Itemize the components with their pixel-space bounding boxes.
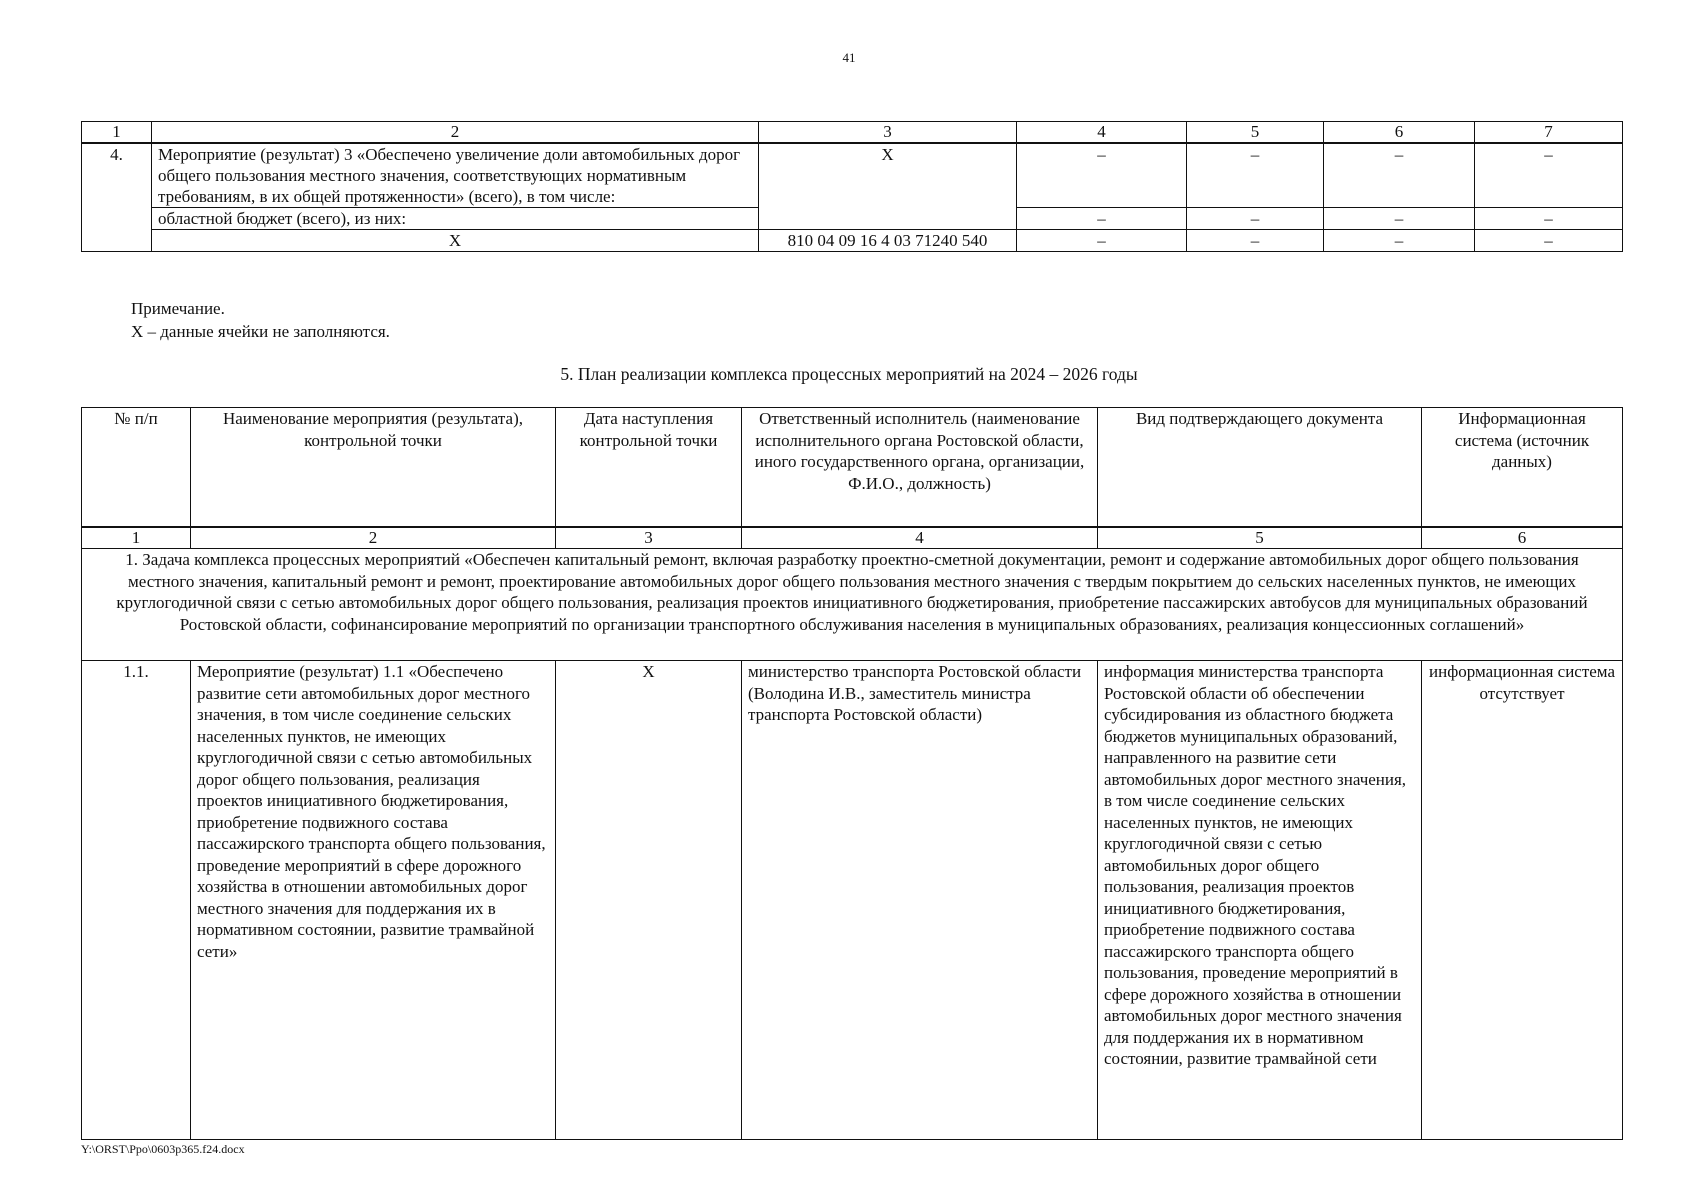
header-cell: 1 <box>82 122 152 144</box>
value-cell: – <box>1475 230 1623 252</box>
table-header-row <box>82 122 1623 144</box>
value-cell: – <box>1475 208 1623 230</box>
confirming-document: информация министерства транспорта Ростовской области об обеспечении субсидирования из областного бюджета бюджетов муниципальных образований, направленного на развитие сети автомобильных дорог местного значения, в том числе соединение сельских населенных пунктов, не имеющих круглогодичной связи с сетью автомобильных дорог общего пользования, реализация проектов инициативного бюджетирования, приобретение подвижного состава пассажирского транспорта общего пользования, проведение мероприятий в сфере дорожного хозяйства в отношении автомобильных дорог местного значения для поддержания их в нормативном состоянии, развитие трамвайной сети <box>1098 661 1422 1140</box>
header-cell: Ответственный исполнитель (наименование исполнительного органа Ростовской области, иного государственного органа, организации, Ф.И.О., должность) <box>742 408 1098 528</box>
value-cell: – <box>1017 143 1187 208</box>
header-cell: № п/п <box>82 408 191 528</box>
header-cell: 5 <box>1187 122 1324 144</box>
header-cell: Вид подтверждающего документа <box>1098 408 1422 528</box>
note <box>131 297 390 343</box>
header-cell: 4 <box>1017 122 1187 144</box>
responsible-executor: министерство транспорта Ростовской области (Володина И.В., заместитель министра транспорта Ростовской области) <box>742 661 1098 1140</box>
table-header-row <box>82 408 1623 528</box>
column-number: 6 <box>1422 527 1623 549</box>
column-number: 4 <box>742 527 1098 549</box>
table-row <box>82 143 1623 208</box>
row-name: X <box>152 230 759 252</box>
row-number: 1.1. <box>82 661 191 1140</box>
column-number: 5 <box>1098 527 1422 549</box>
event-name: Мероприятие (результат) 1.1 «Обеспечено развитие сети автомобильных дорог местного значения, в том числе соединение сельских населенных пунктов, не имеющих круглогодичной связи с сетью автомобильных дорог общего пользования, реализация проектов инициативного бюджетирования, приобретение подвижного состава пассажирского транспорта общего пользования, проведение мероприятий в сфере дорожного хозяйства в отношении автомобильных дорог местного значения для поддержания их в нормативном состоянии, развитие трамвайной сети» <box>191 661 556 1140</box>
header-cell: Дата наступления контрольной точки <box>556 408 742 528</box>
table-row <box>82 661 1623 1140</box>
task-text: 1. Задача комплекса процессных мероприятий «Обеспечен капитальный ремонт, включая разработку проектно-сметной документации, ремонт и содержание автомобильных дорог общего пользования местного значения, капитальный ремонт и ремонт, проектирование автомобильных дорог общего пользования местного значения с твердым покрытием до сельских населенных пунктов, не имеющих круглогодичной связи с сетью автомобильных дорог общего пользования, реализация проектов инициативного бюджетирования, приобретение пассажирских автобусов для муниципальных образований Ростовской области, софинансирование мероприятий по организации транспортного обслуживания населения в муниципальных образованиях, реализация концессионных соглашений» <box>82 549 1623 661</box>
control-date: X <box>556 661 742 1140</box>
value-cell: – <box>1187 230 1324 252</box>
note-title: Примечание. <box>131 299 225 318</box>
value-cell: – <box>1324 143 1475 208</box>
note-text: X – данные ячейки не заполняются. <box>131 322 390 341</box>
value-cell: – <box>1187 143 1324 208</box>
value-cell: – <box>1475 143 1623 208</box>
value-cell: – <box>1187 208 1324 230</box>
value-cell: – <box>1017 208 1187 230</box>
header-cell: 6 <box>1324 122 1475 144</box>
row-number: 4. <box>82 143 152 252</box>
header-cell: Информационная система (источник данных) <box>1422 408 1623 528</box>
task-row <box>82 549 1623 661</box>
header-cell: 7 <box>1475 122 1623 144</box>
header-cell: 2 <box>152 122 759 144</box>
file-path-footer: Y:\ORST\Ppo\0603p365.f24.docx <box>81 1142 245 1156</box>
value-cell: – <box>1324 230 1475 252</box>
column-number: 1 <box>82 527 191 549</box>
information-system: информационная система отсутствует <box>1422 661 1623 1140</box>
budget-code: 810 04 09 16 4 03 71240 540 <box>759 230 1017 252</box>
table-row <box>82 230 1623 252</box>
funding-table <box>81 121 1623 252</box>
budget-code: X <box>759 143 1017 230</box>
implementation-plan-table <box>81 407 1623 1140</box>
column-number: 2 <box>191 527 556 549</box>
value-cell: – <box>1017 230 1187 252</box>
value-cell: – <box>1324 208 1475 230</box>
header-cell: Наименование мероприятия (результата), контрольной точки <box>191 408 556 528</box>
page-number: 41 <box>842 50 856 65</box>
section-title: 5. План реализации комплекса процессных мероприятий на 2024 – 2026 годы <box>560 364 1138 384</box>
row-name: Мероприятие (результат) 3 «Обеспечено увеличение доли автомобильных дорог общего пользования местного значения, соответствующих нормативным требованиям, в их общей протяженности» (всего), в том числе: <box>152 143 759 208</box>
column-number: 3 <box>556 527 742 549</box>
column-number-row <box>82 527 1623 549</box>
header-cell: 3 <box>759 122 1017 144</box>
row-name: областной бюджет (всего), из них: <box>152 208 759 230</box>
